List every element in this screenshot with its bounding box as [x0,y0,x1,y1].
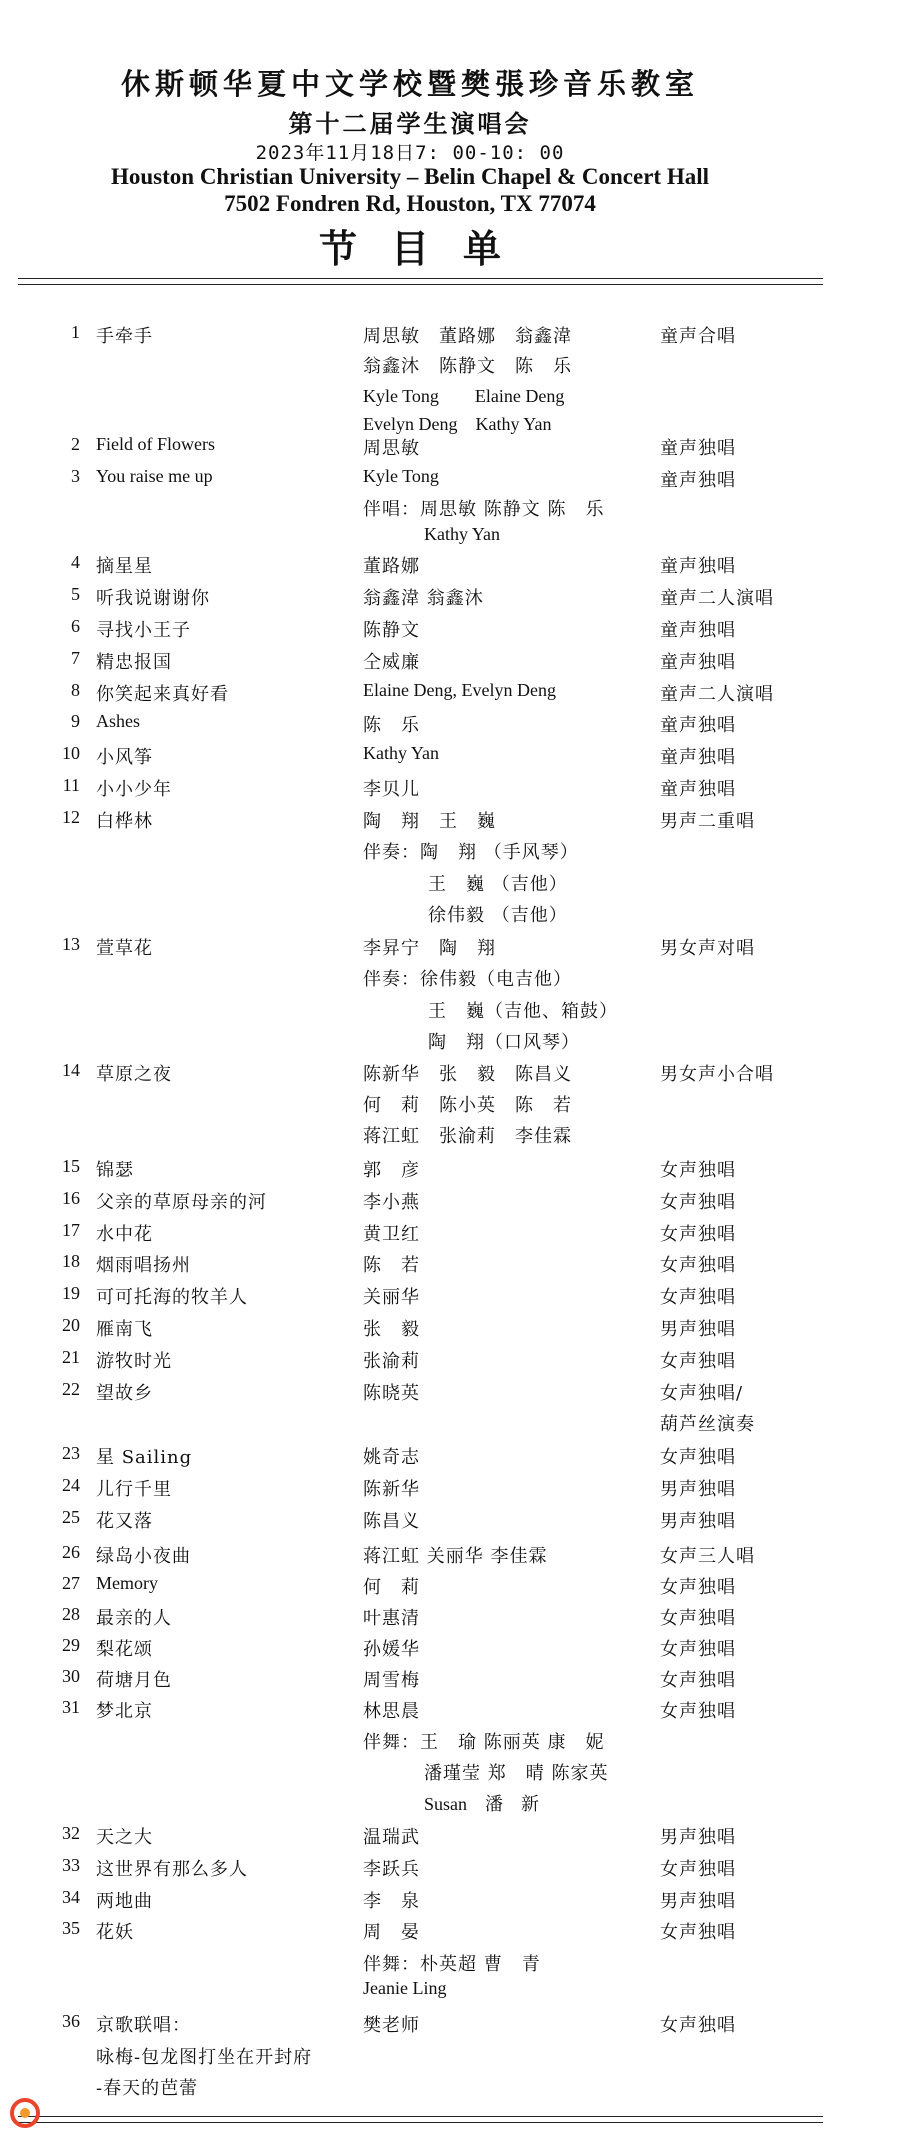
item-number: 31 [62,1697,80,1717]
performer-line: 周 晏 [363,1922,420,1943]
performance-type: 男声二重唱 [660,811,755,832]
dancer-line: 潘瑾莹 郑 晴 陈家英 [424,1763,609,1784]
song-title: 雁南飞 [96,1319,153,1340]
song-title: 绿岛小夜曲 [96,1546,191,1567]
song-title: 花又落 [96,1511,153,1532]
concert-date-time: 2023年11月18日7: 00-10: 00 [255,142,565,164]
item-number: 2 [71,434,80,454]
performance-type: 女声独唱 [660,1192,736,1213]
performance-type: 女声独唱 [660,1351,736,1372]
item-number: 15 [62,1156,80,1176]
song-title: 手牵手 [96,326,153,347]
accompaniment-line: 伴奏：徐伟毅（电吉他） [363,969,572,990]
song-title: Ashes [96,711,140,731]
school-name: 休斯顿华夏中文学校暨樊張珍音乐教室 [120,67,699,101]
song-title: Field of Flowers [96,434,215,454]
performer-line: 关丽华 [363,1287,420,1308]
performance-type: 女声独唱 [660,1255,736,1276]
item-number: 14 [62,1060,80,1080]
item-number: 9 [71,711,80,731]
performer-line: 姚奇志 [363,1447,420,1468]
performer-line: 陈 若 [363,1255,420,1276]
performance-type: 童声独唱 [660,747,736,768]
performer-line: 陈昌义 [363,1511,420,1532]
item-number: 17 [62,1220,80,1240]
performance-type: 女声独唱 [660,1670,736,1691]
performer-line: 何 莉 [363,1577,420,1598]
performer-line: 李 泉 [363,1891,420,1912]
item-number: 26 [62,1542,80,1562]
venue-address: 7502 Fondren Rd, Houston, TX 77074 [224,191,596,216]
performer-line: Kyle Tong [363,466,439,486]
performance-type: 女声独唱 [660,1608,736,1629]
performer-line: 陈新华 张 毅 陈昌义 [363,1064,572,1085]
song-title: 萱草花 [96,938,153,959]
item-number: 10 [62,743,80,763]
concert-name: 第十二届学生演唱会 [288,109,532,138]
song-title: 白桦林 [96,811,153,832]
performer-line: 伴唱：周思敏 陈静文 陈 乐 [363,499,605,520]
item-number: 18 [62,1251,80,1271]
performance-type: 女声独唱 [660,1701,736,1722]
item-number: 20 [62,1315,80,1335]
dancer-line: 伴舞：王 瑜 陈丽英 康 妮 [363,1732,605,1753]
performance-type: 女声独唱/ [660,1383,744,1404]
performance-type: 女声独唱 [660,1287,736,1308]
dancer-line: Jeanie Ling [363,1978,447,1998]
item-number: 23 [62,1443,80,1463]
song-title: 天之大 [96,1827,153,1848]
song-title: 花妖 [96,1922,134,1943]
song-title: 摘星星 [96,556,153,577]
item-number: 16 [62,1188,80,1208]
song-title: 小风筝 [96,747,153,768]
performer-line: Kyle Tong Elaine Deng [363,386,565,406]
accompaniment-line: 陶 翔（口风琴） [428,1032,580,1053]
item-number: 21 [62,1347,80,1367]
performer-line: 郭 彦 [363,1160,420,1181]
performance-type: 男声独唱 [660,1319,736,1340]
song-title: 父亲的草原母亲的河 [96,1192,267,1213]
item-number: 12 [62,807,80,827]
performer-line: 蒋江虹 关丽华 李佳霖 [363,1546,548,1567]
item-number: 33 [62,1855,80,1875]
performer-line: 周思敏 董路娜 翁鑫湋 [363,326,572,347]
performance-type: 女声独唱 [660,1859,736,1880]
song-title: 可可托海的牧羊人 [96,1287,248,1308]
song-title: 两地曲 [96,1891,153,1912]
item-number: 3 [71,466,80,486]
song-title-continued: 咏梅-包龙图打坐在开封府 [96,2047,313,2068]
song-title-continued: -春天的芭蕾 [96,2078,199,2099]
performance-type: 男女声对唱 [660,938,755,959]
song-title: 望故乡 [96,1383,153,1404]
performer-line: Kathy Yan [363,743,440,763]
performer-line: 陈新华 [363,1479,420,1500]
item-number: 36 [62,2011,80,2031]
song-title: 星 Sailing [96,1447,193,1468]
performance-type: 女声独唱 [660,1639,736,1660]
performer-line: 孙媛华 [363,1639,420,1660]
footer-divider-bottom [18,2122,823,2123]
item-number: 32 [62,1823,80,1843]
song-title: 京歌联唱： [96,2015,191,2036]
item-number: 1 [71,322,80,342]
performer-line: 蒋江虹 张渝莉 李佳霖 [363,1126,572,1147]
performer-line: 陈 乐 [363,715,420,736]
program-title: 节目单 [318,226,535,271]
performer-line: 陶 翔 王 巍 [363,811,496,832]
performance-type: 女声独唱 [660,1447,736,1468]
performance-type: 童声二人演唱 [660,684,774,705]
performance-type: 童声独唱 [660,556,736,577]
item-number: 30 [62,1666,80,1686]
performance-type: 女声独唱 [660,1577,736,1598]
performance-type: 男声独唱 [660,1827,736,1848]
performance-type: 女声独唱 [660,1224,736,1245]
performance-type: 童声合唱 [660,326,736,347]
performer-line: 樊老师 [363,2015,420,2036]
song-title: 烟雨唱扬州 [96,1255,191,1276]
item-number: 34 [62,1887,80,1907]
footer-divider-top [18,2116,823,2117]
accompaniment-line: 王 巍 （吉他） [428,874,568,895]
item-number: 29 [62,1635,80,1655]
performance-type: 女声独唱 [660,1160,736,1181]
performer-line: 温瑞武 [363,1827,420,1848]
performance-type: 童声独唱 [660,438,736,459]
performer-line: 李跃兵 [363,1859,420,1880]
performer-line: 李昇宁 陶 翔 [363,938,496,959]
item-number: 19 [62,1283,80,1303]
performer-line: 周思敏 [363,438,420,459]
song-title: 最亲的人 [96,1608,172,1629]
performance-type: 童声独唱 [660,620,736,641]
song-title: 小小少年 [96,779,172,800]
watermark-logo-icon [8,2096,42,2134]
performance-type: 童声独唱 [660,715,736,736]
performer-line: 翁鑫沐 陈静文 陈 乐 [363,356,572,377]
performer-line: 陈晓英 [363,1383,420,1404]
song-title: 这世界有那么多人 [96,1859,248,1880]
performer-line: 李小燕 [363,1192,420,1213]
song-title: 草原之夜 [96,1064,172,1085]
performance-type: 男声独唱 [660,1511,736,1532]
item-number: 4 [71,552,80,572]
song-title: 游牧时光 [96,1351,172,1372]
performer-line: 仝威廉 [363,652,420,673]
song-title: 梨花颂 [96,1639,153,1660]
performer-line: Elaine Deng, Evelyn Deng [363,680,556,700]
performance-type: 童声二人演唱 [660,588,774,609]
performer-line: 叶惠清 [363,1608,420,1629]
item-number: 28 [62,1604,80,1624]
song-title: 寻找小王子 [96,620,191,641]
header-divider-top [18,278,823,279]
item-number: 7 [71,648,80,668]
performer-line: 黄卫红 [363,1224,420,1245]
song-title: You raise me up [96,466,213,486]
item-number: 35 [62,1918,80,1938]
performer-line: 翁鑫湋 翁鑫沐 [363,588,484,609]
item-number: 13 [62,934,80,954]
item-number: 11 [62,775,80,795]
performance-type: 女声独唱 [660,2015,736,2036]
performer-line: 周雪梅 [363,1670,420,1691]
song-title: Memory [96,1573,158,1593]
performance-type-continued: 葫芦丝演奏 [660,1414,755,1435]
song-title: 荷塘月色 [96,1670,172,1691]
performance-type: 男声独唱 [660,1891,736,1912]
performer-line: 董路娜 [363,556,420,577]
song-title: 梦北京 [96,1701,153,1722]
song-title: 儿行千里 [96,1479,172,1500]
song-title: 听我说谢谢你 [96,588,210,609]
performance-type: 童声独唱 [660,652,736,673]
accompaniment-line: 徐伟毅 （吉他） [428,905,568,926]
item-number: 5 [71,584,80,604]
song-title: 你笑起来真好看 [96,684,229,705]
item-number: 27 [62,1573,80,1593]
dancer-line: Susan 潘 新 [424,1794,540,1814]
song-title: 水中花 [96,1224,153,1245]
item-number: 6 [71,616,80,636]
performance-type: 童声独唱 [660,779,736,800]
song-title: 精忠报国 [96,652,172,673]
performance-type: 女声三人唱 [660,1546,755,1567]
performer-line: 李贝儿 [363,779,420,800]
performer-line: 林思晨 [363,1701,420,1722]
performer-line: 何 莉 陈小英 陈 若 [363,1095,572,1116]
dancer-line: 伴舞：朴英超 曹 青 [363,1954,541,1975]
performance-type: 童声独唱 [660,470,736,491]
item-number: 8 [71,680,80,700]
performer-line: Evelyn Deng Kathy Yan [363,414,552,434]
item-number: 25 [62,1507,80,1527]
performance-type: 男女声小合唱 [660,1064,774,1085]
performance-type: 女声独唱 [660,1922,736,1943]
song-title: 锦瑟 [96,1160,134,1181]
performer-line: 陈静文 [363,620,420,641]
performer-line: 张渝莉 [363,1351,420,1372]
performer-line: 张 毅 [363,1319,420,1340]
header-divider-bottom [18,284,823,285]
item-number: 22 [62,1379,80,1399]
accompaniment-line: 王 巍（吉他、箱鼓） [428,1001,618,1022]
item-number: 24 [62,1475,80,1495]
performer-line: Kathy Yan [424,524,501,544]
performance-type: 男声独唱 [660,1479,736,1500]
accompaniment-line: 伴奏：陶 翔 （手风琴） [363,842,579,863]
venue: Houston Christian University – Belin Chapel & Concert Hall [110,164,709,189]
